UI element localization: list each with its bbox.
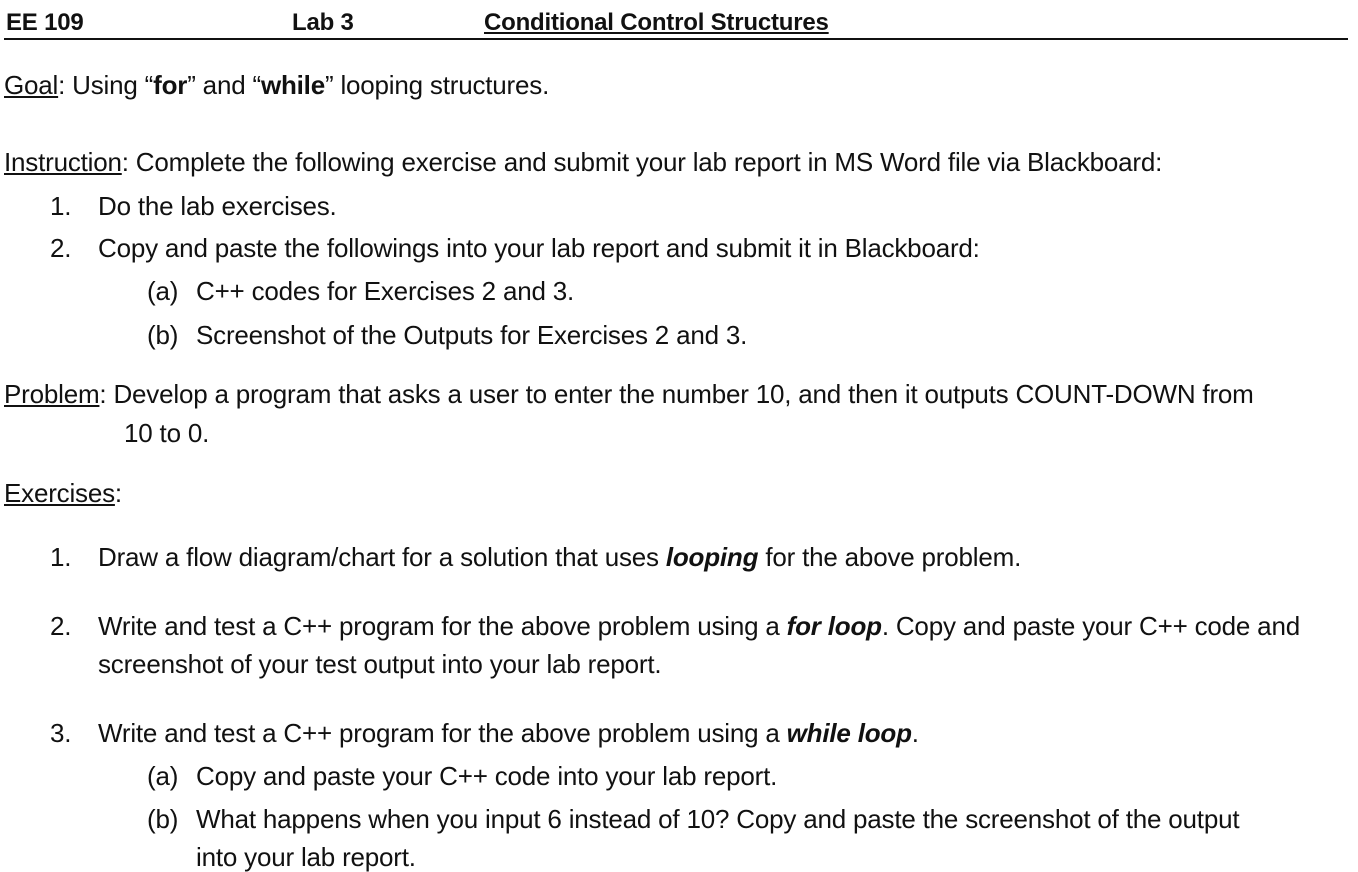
sub-list-item-text: C++ codes for Exercises 2 and 3. (196, 276, 575, 306)
exercise-emphasis: while loop (786, 718, 912, 748)
goal-text-1: : Using “ (58, 70, 154, 100)
exercise-text: for the above problem. (758, 542, 1022, 572)
sub-list-item (0, 761, 1358, 791)
sub-list-item (0, 804, 1358, 834)
exercise-number: 2. (50, 611, 72, 641)
sub-list-item-text: Screenshot of the Outputs for Exercises 2 and 3. (196, 320, 748, 350)
sub-list-item-text: Copy and paste your C++ code into your lab report. (196, 761, 778, 791)
lab-number: Lab 3 (292, 9, 354, 36)
sub-list-item-text: What happens when you input 6 instead of 10? Copy and paste the screenshot of the output (196, 804, 1240, 834)
goal-for-keyword: for (153, 70, 188, 100)
goal-text-3: ” looping structures. (324, 70, 550, 100)
problem-paragraph (4, 379, 1254, 409)
problem-text: : Develop a program that asks a user to enter the number 10, and then it outputs COUNT-DOWN from (99, 379, 1254, 409)
exercise-text: . (911, 718, 919, 748)
instruction-paragraph (4, 147, 1162, 177)
sub-list-item (0, 320, 1358, 350)
list-item-text: Do the lab exercises. (98, 191, 337, 221)
exercise-item-1 (0, 542, 1358, 572)
goal-label: Goal (4, 70, 59, 100)
course-code: EE 109 (6, 9, 84, 36)
goal-paragraph (4, 70, 549, 100)
exercise-text: Draw a flow diagram/chart for a solution that uses (98, 542, 666, 572)
sub-list-item-letter: (a) (147, 761, 179, 791)
problem-text-continuation: 10 to 0. (124, 418, 210, 448)
exercise-item-3 (0, 718, 1358, 748)
exercise-text: Write and test a C++ program for the above problem using a (98, 611, 787, 641)
exercises-label: Exercises (4, 478, 115, 508)
lab-title: Conditional Control Structures (484, 9, 829, 36)
document-header (4, 8, 1348, 40)
goal-text-2: ” and “ (187, 70, 261, 100)
goal-while-keyword: while (260, 70, 325, 100)
instruction-text: : Complete the following exercise and submit your lab report in MS Word file via Blackboard: (121, 147, 1163, 177)
exercises-colon: : (114, 478, 122, 508)
problem-label: Problem (4, 379, 100, 409)
sub-list-item-letter: (a) (147, 276, 179, 306)
sub-list-item (0, 276, 1358, 306)
sub-list-item-letter: (b) (147, 320, 179, 350)
list-item-number: 2. (50, 233, 72, 263)
exercise-text: . Copy and paste your C++ code and (881, 611, 1300, 641)
sub-list-item-letter: (b) (147, 804, 179, 834)
exercise-number: 1. (50, 542, 72, 572)
list-item (0, 233, 1358, 263)
list-item-number: 1. (50, 191, 72, 221)
list-item-text: Copy and paste the followings into your lab report and submit it in Blackboard: (98, 233, 980, 263)
exercise-text: Write and test a C++ program for the above problem using a (98, 718, 787, 748)
exercise-item-2 (0, 611, 1358, 641)
exercises-heading (4, 478, 122, 508)
exercise-emphasis: for loop (786, 611, 882, 641)
sub-list-item-continuation: into your lab report. (196, 842, 416, 872)
exercise-emphasis: looping (665, 542, 759, 572)
exercise-text-continuation: screenshot of your test output into your lab report. (98, 649, 662, 679)
list-item (0, 191, 1358, 221)
instruction-label: Instruction (4, 147, 122, 177)
exercise-number: 3. (50, 718, 72, 748)
